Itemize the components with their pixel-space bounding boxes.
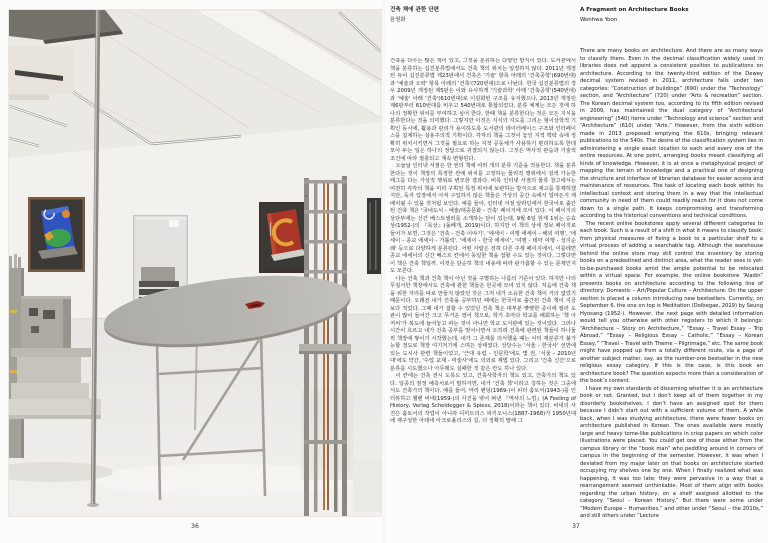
english-column — [580, 7, 763, 520]
english-author: Wonhwa Yoon — [580, 17, 618, 23]
korean-column — [390, 7, 576, 518]
paragraph: 오늘날 인터넷 서점은 한 권의 책에 여러 개의 분류 기준을 적용한다. 책을 분류한다는 것이 책장의 특정한 칸에 위치를 고정하는 물리적 행위에서 검색 가능한 태그를 다는 가상적 행위로 변모한 결과다. 비록 인터넷 서점의 물류 창고에서는 여전히 각각의 책을 미리 구획된 특정 위치에 보관하는 방식으로 재고를 통제하겠지만, 독자 입장에서 아직 구입하지 않은 책들은 가상의 공간 속에서 얼마든지 재배치될 수 있을 것처럼 보인다. 예를 들어, 인터넷 서점 알라딘에서 한국어로 출간된 건축 책은 '국내도서 - 예술/대중문화 - 건축' 페이지에 모여 있다. 이 페이지의 상단부에는 신간 베스트셀러를 소개하는 단이 있는데, 9월 6일 현재 1위는 승효상(1952-)의 『묵상』(돌베개, 2019)이다. 하지만 이 책의 상세 정보 페이지로 들어가 보면, 그것은 '건축 - 건축 이야기', '에세이 - 여행 에세이 - 해외 여행', '에세이 - 종교 에세이 - 가톨릭', '에세이 - 한국 에세이', '여행 - 테마 여행 - 성지순례' 등으로 다양하게 분류된다. 어떤 사람은 전혀 다른 주제 페이지에서, 이를테면 종교 에세이의 신간 베스트 칸에서 동일한 책을 접할 수도 있는 것이다. 그렇다면 이 책은 건축 책일까. 이것은 단순히 책의 내용에 따라 판가름할 수 있는 문제인지도 모른다. — [390, 163, 576, 274]
framed-artwork-blue — [28, 197, 85, 272]
english-body-text — [580, 48, 763, 520]
korean-title: 건축 책에 관한 단편 — [390, 7, 440, 13]
framed-artwork-red — [259, 202, 308, 273]
paragraph: The recent online bookstores apply several different categories to each book. Such is a result of a shift in what it means to classify book: from physical measures of fixing a book to a particular shelf to a virtual process of adding a searchable tag. Although the warehouse behind the online store may still control the inventory by storing books on a predestined and distinct area, what the reader sees is yet-to-be-purchased books amid the ample potential to be relocated within a virtual space. For example, the online bookstore “Aladin” presents books on architecture according to the following line of directory: Domestic – Art/Popular Culture – Architecture. On the upper section is placed a column introducing new bestsellers. Currently, on September 6, the one on top is Meditation (Dolbegae, 2019) by Seung Hyosang (1952-). However, the next page with detailed information would tell you otherwise with other registers to which it belongs: “Architecture – Story on Architecture,” “Essay – Travel Essay – Trip Abroad,” “Essay – Religious Essay – Catholic,” “Essay – Korean Essay,” “Travel – Travel with Theme – Pilgrimage,” etc. The same book might have popped up from a totally different route, via a page of another subject matter, say, as the number-one bestseller in the new religious essay category. If this is the case, is this book an architecture book? The question expects more than a consideration of the book’s content. — [580, 220, 763, 384]
paragraph: 나는 건축 책과 건축 책이 아닌 것을 구별하는 나름의 기준이 있다. 하지만 나의 무질서한 책장에서도 건축에 관한 책들은 한곳에 모여 있지 않다. 처음에 건축 책을 위한 자리를 따로 만들지 않았던 것은 그저 내가 소유한 건축 책이 거의 없었기 때문이다. 오래전 내가 건축을 공부하던 때에는 한국어로 출간된 건축 책이 지금보다 적었다. 그때 내가 접할 수 있었던 건축 책은 대부분 빳빳한 종이에 컬러 도판이 많이 들어간 크고 무거운 영어 책으로, 학기 초마다 학교를 배회하는 '책 아저씨'가 복도에 늘어놓고 파는 것이 아니면 학교 도서관에 있는 것이었다. 그러나 시간이 흐르고 내가 건축 공부를 벗어나면서 오히려 건축에 관련된 책들이 하나둘씩 책장에 쌓이기 시작했는데, 내가 그 존재를 의식했을 때는 이미 재분류가 불가능할 정도로 책장 여기저기에 스며든 상태였다. 상당수는 '서울 - 한국사' 선반에 있는 도시사 관련 책들이었고, '근대 유럽 - 인문학'에도 몇 권, '서울 - 2010년대'에도 약간, '수업 교재 - 미술사'에도 의외로 제법 있다. 그리고 '건축 신간'으로 분류를 시도했으나 아무래도 실패한 것 같은 칸도 하나 있다. — [390, 275, 576, 372]
air-duct — [9, 46, 73, 100]
framed-artwork-edge — [367, 198, 381, 274]
page-number-right: 37 — [572, 523, 580, 530]
paragraph: There are many books on architecture. And there are as many ways to classify them. Even in the decimal classification widely used in libraries does not appoint a consistent position to publications on architecture. According to the twenty-third edition of the Dewey decimal system revised in 2011, architecture falls under two categories: “Construction of buildings” (690) under the “Technology” section, and “Architecture” (720) under “Arts & recreation” section. The Korean decimal system too, according to its fifth edition revised in 2009, has maintained the dual category of “Architectural engineering” (540) items under “Technology and science” section and “Architecture” (610) under “Arts.” However, from the sixth edition made in 2013 proposed emptying the 610s, bringing relevant publications to the 540s. The desire of the classification system lies in administering a single exact location to each and every one of the entire resources. At one point, arranging books meant classifying all kinds of knowledge. However, it is at once a metaphysical project of mapping the terrain of knowledge and a practical one of designing the structure and interface of librarian database for easier access and maintenance of resources. The task of locating each book within its intellectual context and storing them in a way that the intellectual community in need of them could readily reach for it does not come down to a single path. It keeps compromising and transforming according to the historical conventions and technical conditions. — [580, 48, 763, 219]
photo-illustration — [9, 10, 381, 516]
white-pedestal — [353, 458, 381, 512]
korean-header — [390, 7, 576, 24]
paragraph: 이 칸에는 건축 전시 도록도 있고, 건축사학자의 책도 있고, 건축가의 책도 있다. 일종의 잠정 예측치로서 말하자면, 내가 '건축 책'이라고 칭하는 것은 그중에서도 건축가의 책이다. 예를 들어, 마리 렌딩(1969-)이 피터 춤토어(1943-)를 인터뷰하고 헬렌 비네(1959-)의 사진을 엮어 펴낸 『역사의 느낌』(A Feeling of History, Verlag Scheidegger & Spiess, 2018)이라는 책이 있다. 비네의 사진은 춤토어의 작업이 아니라 디미트리스 피키오니스(1887-1968)가 1950년대에 재구성한 아테네 아크로폴리스의 길, 더 정확히 말해 그 — [390, 373, 576, 424]
english-title: A Fragment on Architecture Books — [580, 7, 689, 13]
page-number-left: 36 — [191, 523, 199, 530]
english-header — [580, 7, 763, 24]
gallery-interior-photo — [9, 10, 381, 516]
korean-body-text — [390, 58, 576, 518]
korean-author: 윤원화 — [390, 17, 406, 23]
paragraph: I have my own standards of discerning whether it is an architecture book or not. Granted, but I don’t keep all of them together in my disorderly bookshelves. I don’t have an assigned spot for them because I didn’t start out with a sufficient volume of them. A while back, when I was studying architecture, there were fewer books on architecture published in Korean. The ones available were mostly large and heavy tome-like publications in crisp papers on which color illustrations were placed. You could get one of those either from the campus library or the “book man” who peddling around in corners of campus in the beginning of the semester. However, it was when I deviated from my major later on that books on architecture started occupying my shelves one by one. When I finally realized what was happening, it was too late; they were pervasive in a way that a rearrangement seemed unthinkable. Most of them align with books regarding the urban history, on a shelf assigned allotted to the category “Seoul – Korean History.” But there were some under “Modern Europe – Humanities,” and other under “Seoul – the 2010s,” and still others under “Lecture — [580, 385, 763, 519]
page-spine — [383, 0, 385, 543]
paragraph: 건축을 다루는 많은 책이 있고, 그것을 분류하는 다양한 방식이 있다. 도서관에서 책을 분류하는 십진분류법에서도 건축 책의 위치는 일정하지 않다. 2011년 개정된 듀이 십진분류법 제23판에서 건축은 '기술' 항목 아래의 '건축공학'(690번대)과 '예술과 오락' 항목 아래의 '건축'(720번대)으로 나뉜다. 한국 십진분류법의 경우 2009년 개정된 제5판은 이와 유사하게 '기술과학' 아래 '건축공학'(540번대)과 '예술' 아래 '건축'(610번대)로 이원화된 구조를 유지했으나, 2013년 개정된 제6판부터 610번대를 비우고 540번대로 통합되었다. 분류 체계는 모든 것에 하나의 정확한 위치를 부여하고 싶어 한다. 한때 책을 분류한다는 것은 모든 지식을 분류한다는 것을 의미했다. 그렇지만 이것은 지식의 지도를 그리는 형이상학적 기획인 동시에, 활용과 관리가 용이하도록 도서관의 데이터베이스 구조와 인터페이스를 설계하는 실용주의적 기획이다. 각각의 책을 그것이 놓인 지적 맥락 속에 정확히 위치시키면서 그것을 필요로 하는 지적 공동체가 사용하기 편리하도록 한데 모아 두는 일은 하나의 정답으로 귀결되지 않는다. 그것은 역사적 관습과 기술적 조건에 따라 절충되고 계속 변형된다. — [390, 58, 576, 162]
